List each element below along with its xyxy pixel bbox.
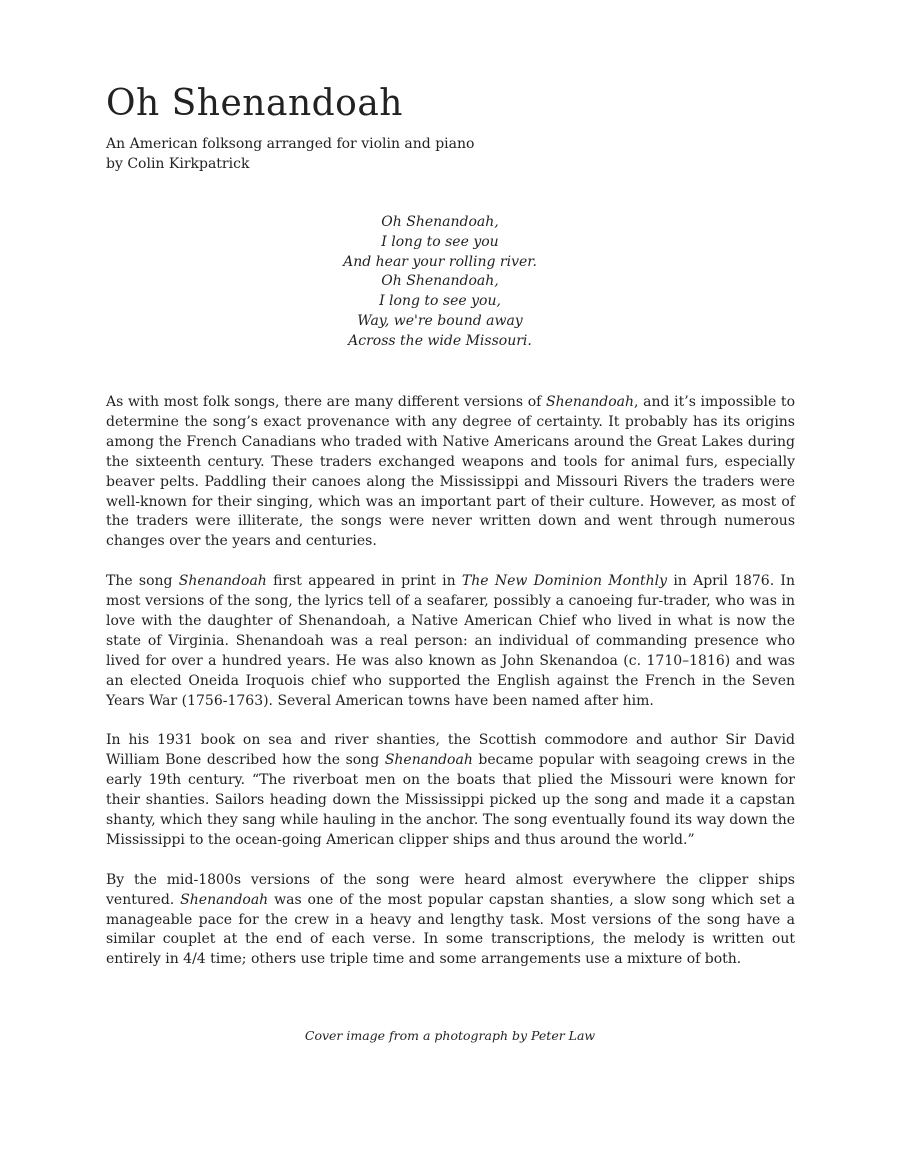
paragraph-sea-shanties: In his 1931 book on sea and river shanties, the Scottish commodore and author Sir David William Bone described how the song Shenandoah became popular with seagoing crews in the early 19th century. “The riverboat men on the boats that plied the Missouri were known for their shanties. Sailors heading down the Mississippi picked up the song and made it a capstan shanty, which they sang while hauling in the anchor. The song eventually found its way down the Mississippi to the ocean-going American clipper ships and thus around the world.” bbox=[106, 732, 795, 848]
lyric-line: Oh Shenandoah, bbox=[381, 273, 499, 290]
lyric-line: Oh Shenandoah, bbox=[381, 214, 499, 230]
lyrics-stanza bbox=[290, 213, 590, 352]
lyric-line: I long to see you, bbox=[379, 293, 501, 310]
paragraph-origins: As with most folk songs, there are many different versions of Shenandoah, and it’s impossible to determine the song’s exact provenance with any degree of certainty. It probably has its origins among the French Canadians who traded with Native Americans around the Great Lakes during the sixteenth century. These traders exchanged weapons and tools for animal furs, especially beaver pelts. Paddling their canoes along the Mississippi and Missouri Rivers the traders were well-known for their singing, which was an important part of their culture. However, as most of the traders were illiterate, the songs were never written down and went through numerous changes over the years and centuries. bbox=[106, 394, 795, 550]
subtitle bbox=[106, 135, 474, 174]
body-text bbox=[106, 393, 795, 990]
lyric-line: I long to see you bbox=[381, 233, 499, 250]
lyric-line: And hear your rolling river. bbox=[343, 253, 537, 270]
subtitle-line-author: by Colin Kirkpatrick bbox=[106, 155, 250, 172]
lyric-line: Way, we're bound away bbox=[357, 312, 523, 329]
page-title: Oh Shenandoah bbox=[106, 83, 403, 124]
subtitle-line-description: An American folksong arranged for violin and piano bbox=[106, 136, 475, 152]
image-credit-caption: Cover image from a photograph by Peter Law bbox=[304, 1028, 596, 1043]
paragraph-first-print: The song Shenandoah first appeared in print in The New Dominion Monthly in April 1876. In most versions of the song, the lyrics tell of a seafarer, possibly a canoeing fur-trader, who was in love with the daughter of Shenandoah, a Native American Chief who lived in what is now the state of Virginia. Shenandoah was a real person: an individual of commanding presence who lived for over a hundred years. He was also known as John Skenandoa (c. 1710–1816) and was an elected Oneida Iroquois chief who supported the English against the French in the Seven Years War (1756-1763). Several American towns have been named after him. bbox=[106, 573, 795, 709]
paragraph-capstan-shanty: By the mid-1800s versions of the song were heard almost everywhere the clipper ships ventured. Shenandoah was one of the most popular capstan shanties, a slow song which set a manageable pace for the crew in a heavy and lengthy task. Most versions of the song have a similar couplet at the end of each verse. In some transcriptions, the melody is written out entirely in 4/4 time; others use triple time and some arrangements use a mixture of both. bbox=[106, 871, 795, 968]
lyric-line: Across the wide Missouri. bbox=[348, 332, 532, 349]
